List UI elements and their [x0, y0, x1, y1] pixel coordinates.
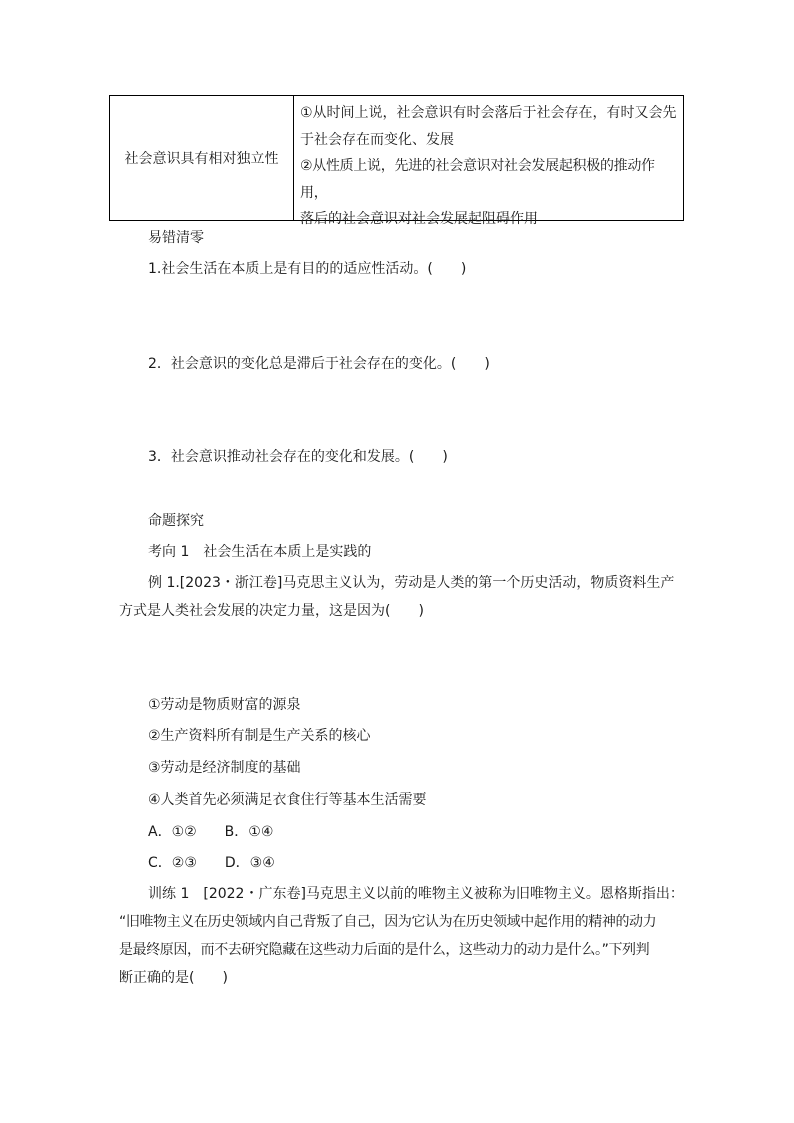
answer-choices: A．①② B．①④: [148, 824, 274, 840]
option-item: ③劳动是经济制度的基础: [148, 760, 301, 776]
table-right-cell: [294, 96, 683, 227]
answer-choices: C．②③ D．③④: [148, 855, 275, 871]
example-line: 例 1.[2023・浙江卷]马克思主义认为，劳动是人类的第一个历史活动，物质资料生产: [148, 575, 675, 591]
table-right-line: ②从性质上说，先进的社会意识对社会发展起积极的推动作用，: [300, 158, 655, 201]
table-right-line: ①从时间上说，社会意识有时会落后于社会存在，有时又会先: [300, 105, 677, 121]
table-left-cell: [110, 96, 294, 220]
example-line: 方式是人类社会发展的决定力量，这是因为( ): [119, 603, 424, 619]
example-question: [119, 569, 684, 625]
training-line: 是最终原因，而不去研究隐藏在这些动力后面的是什么，这些动力的动力是什么。”下列判: [119, 942, 650, 958]
training-line: 断正确的是( ): [119, 970, 228, 986]
kaoxiang-heading: 考向 1 社会生活在本质上是实践的: [148, 544, 372, 560]
option-item: ②生产资料所有制是生产关系的核心: [148, 728, 371, 744]
true-false-item-1: 1.社会生活在本质上是有目的的适应性活动。( ): [148, 261, 467, 277]
true-false-item-3: 3．社会意识推动社会存在的变化和发展。( ): [148, 449, 448, 465]
table-right-line: 于社会存在而变化、发展: [300, 131, 454, 148]
table-right-line: 落后的社会意识对社会发展起阻碍作用: [300, 211, 538, 227]
training-line: “旧唯物主义在历史领域内自己背叛了自己，因为它认为在历史领域中起作用的精神的动力: [119, 914, 657, 930]
table-left-text: 社会意识具有相对独立性: [124, 151, 279, 167]
training-question: [119, 880, 684, 992]
training-line: 训练 1 [2022・广东卷]马克思主义以前的唯物主义被称为旧唯物主义。恩格斯指出：: [148, 886, 684, 902]
true-false-item-2: 2．社会意识的变化总是滞后于社会存在的变化。( ): [148, 356, 490, 372]
option-item: ①劳动是物质财富的源泉: [148, 697, 301, 713]
option-item: ④人类首先必须满足衣食住行等基本生活需要: [148, 792, 427, 808]
summary-table: [109, 95, 684, 227]
section-title-yicuo: 易错清零: [148, 230, 204, 246]
section-title-mingti: 命题探究: [148, 513, 204, 529]
